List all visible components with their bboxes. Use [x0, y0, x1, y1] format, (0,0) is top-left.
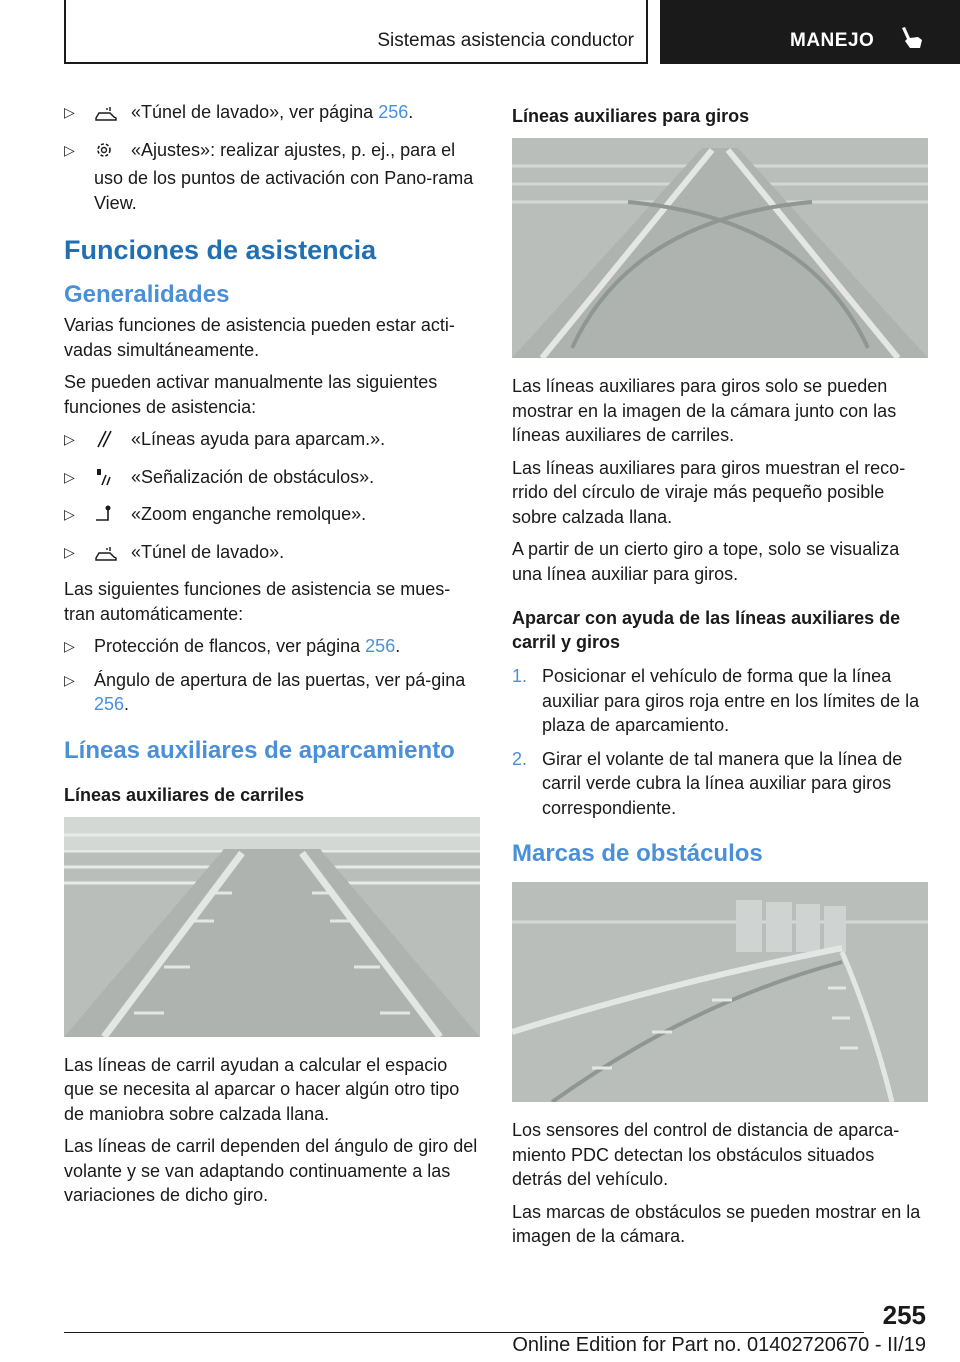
parking-lines-icon	[94, 429, 120, 456]
subsection-title: Generalidades	[64, 281, 230, 308]
triangle-bullet-icon: ▷	[64, 104, 75, 120]
list-item	[64, 540, 480, 569]
paragraph: Las marcas de obstáculos se pueden mostrar en la imagen de la cámara.	[512, 1201, 921, 1246]
subsection-title: Marcas de obstáculos	[512, 840, 763, 867]
heading: Líneas auxiliares para giros	[512, 106, 750, 126]
step-number: 1.	[512, 666, 528, 686]
paragraph: Se pueden activar manualmente las siguientes funciones de asistencia:	[64, 372, 438, 417]
list-item	[64, 502, 480, 531]
paragraph: Las líneas auxiliares para giros solo se pueden mostrar en la imagen de la cámara junto con las líneas auxiliares de carriles.	[512, 376, 897, 445]
list-item-text: «Túnel de lavado», ver página	[131, 102, 379, 122]
list-item-text: «Señalización de obstáculos».	[131, 466, 375, 487]
triangle-bullet-icon: ▷	[64, 141, 75, 158]
page-link[interactable]: 256	[94, 694, 125, 714]
turn-lines-illustration	[512, 138, 928, 358]
list-item	[64, 138, 480, 216]
page-number: 255	[882, 1300, 926, 1330]
trailer-hitch-icon	[94, 504, 120, 531]
list-item	[64, 634, 480, 659]
list-item	[512, 747, 928, 821]
list-item	[512, 664, 928, 738]
page-link[interactable]: 256	[365, 636, 396, 656]
list-item-text: Posicionar el vehículo de forma que la línea auxiliar para giros roja entre en los límites de la plaza de aparcamiento.	[542, 666, 920, 735]
list-item-text: .	[408, 102, 414, 122]
list-item-text: «Zoom enganche remolque».	[131, 504, 367, 524]
footer-edition: Online Edition for Part no. 01402720670 - II/19	[512, 1334, 926, 1356]
paragraph: Las siguientes funciones de asistencia se mues-tran automáticamente:	[64, 579, 451, 624]
lane-lines-illustration	[64, 817, 480, 1037]
header-chapter-title: MANEJO	[790, 30, 875, 51]
obstacle-marking-icon	[94, 467, 120, 494]
list-item-text: «Líneas ayuda para aparcam.».	[131, 429, 386, 449]
car-wash-icon	[94, 544, 120, 569]
list-item-text: Girar el volante de tal manera que la línea de carril verde cubra la línea auxiliar para giros correspondiente.	[542, 748, 903, 818]
header-section-title: Sistemas asistencia conductor	[377, 30, 634, 51]
paragraph: Las líneas de carril ayudan a calcular el espacio que se necesita al aparcar o hacer algún otro tipo de maniobra sobre calzada llana.	[64, 1054, 460, 1124]
paragraph: Las líneas de carril dependen del ángulo de giro del volante y se van adaptando continuamente a las variaciones de dicho giro.	[64, 1136, 478, 1205]
header-section-box	[64, 0, 648, 64]
list-item	[64, 668, 480, 717]
paragraph: Las líneas auxiliares para giros muestran el reco-rrido del círculo de viraje más pequeño posible sobre calzada llana.	[512, 457, 906, 527]
list-item	[64, 465, 480, 494]
heading: Aparcar con ayuda de las líneas auxiliares de carril y giros	[512, 608, 901, 652]
list-item-text: Ángulo de apertura de las puertas, ver pá-gina	[94, 669, 466, 690]
left-column	[64, 100, 480, 1216]
steering-hand-icon	[896, 26, 924, 52]
heading: Líneas auxiliares de carriles	[64, 784, 305, 805]
list-item-text: .	[124, 694, 130, 714]
paragraph: Varias funciones de asistencia pueden estar acti-vadas simultáneamente.	[64, 315, 455, 360]
right-column	[512, 100, 928, 1257]
car-wash-icon	[94, 104, 120, 129]
list-item-text: «Túnel de lavado».	[131, 541, 285, 562]
list-item-text: Protección de flancos, ver página	[94, 636, 366, 656]
triangle-bullet-icon: ▷	[64, 543, 75, 560]
section-title: Funciones de asistencia	[64, 235, 377, 265]
footer-divider	[64, 1332, 864, 1333]
paragraph: A partir de un cierto giro a tope, solo se visualiza una línea auxiliar para giros.	[512, 539, 900, 584]
list-item	[64, 100, 480, 129]
header-chapter-box	[660, 0, 960, 64]
step-number: 2.	[512, 748, 528, 769]
triangle-bullet-icon: ▷	[64, 468, 75, 485]
triangle-bullet-icon: ▷	[64, 671, 75, 688]
page-link[interactable]: 256	[378, 102, 409, 122]
gear-icon	[94, 140, 120, 167]
list-item-text: «Ajustes»: realizar ajustes, p. ej., para el uso de los puntos de activación con Pano-rama View.	[94, 139, 474, 213]
paragraph: Los sensores del control de distancia de aparca-miento PDC detectan los obstáculos situados detrás del vehículo.	[512, 1120, 900, 1189]
list-item-text: .	[395, 636, 401, 656]
triangle-bullet-icon: ▷	[64, 638, 75, 654]
subsection-title: Líneas auxiliares de aparcamiento	[64, 736, 455, 764]
triangle-bullet-icon: ▷	[64, 431, 75, 447]
obstacle-marks-illustration	[512, 882, 928, 1102]
triangle-bullet-icon: ▷	[64, 506, 75, 522]
list-item	[64, 427, 480, 456]
